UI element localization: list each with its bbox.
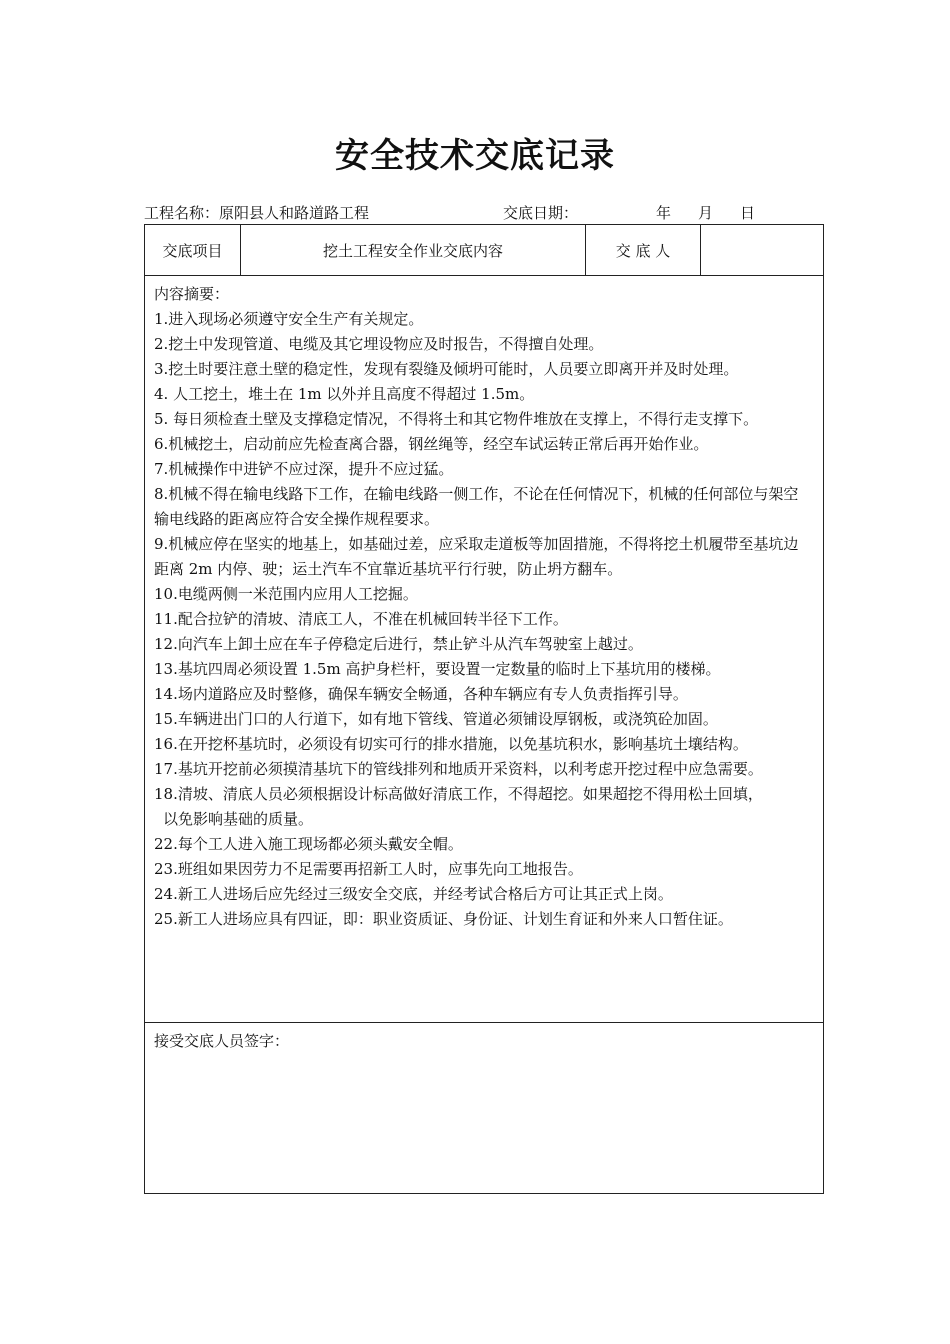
document-title: 安全技术交底记录 — [335, 136, 615, 176]
item-label: 交底项目 — [145, 225, 241, 275]
item-14: 14.场内道路应及时整修，确保车辆安全畅通，各种车辆应有专人负责指挥引导。 — [154, 685, 688, 703]
item-value: 挖土工程安全作业交底内容 — [241, 225, 586, 275]
header-row — [145, 225, 823, 276]
date-month: 月 — [698, 204, 714, 222]
date-year: 年 — [656, 204, 672, 222]
item-18: 18.清坡、清底人员必须根据设计标高做好清底工作，不得超挖。如果超挖不得用松土回填， — [154, 785, 763, 803]
item-24: 24.新工人进场后应先经过三级安全交底，并经考试合格后方可让其正式上岗。 — [154, 885, 673, 903]
item-12: 12.向汽车上卸土应在车子停稳定后进行，禁止铲斗从汽车驾驶室上越过。 — [154, 635, 643, 653]
date-day: 日 — [740, 204, 756, 222]
project-name: 工程名称：原阳县人和路道路工程 — [144, 204, 370, 222]
item-18-cont: 以免影响基础的质量。 — [163, 810, 314, 828]
item-25: 25.新工人进场应具有四证，即：职业资质证、身份证、计划生育证和外来人口暂住证。 — [154, 910, 733, 928]
item-6: 6.机械挖土，启动前应先检查离合器，钢丝绳等，经空车试运转正常后再开始作业。 — [154, 435, 709, 453]
item-3: 3.挖土时要注意土壁的稳定性，发现有裂缝及倾坍可能时，人员要立即离开并及时处理。 — [154, 360, 739, 378]
item-15: 15.车辆进出门口的人行道下，如有地下管线、管道必须铺设厚钢板，或浇筑砼加固。 — [154, 710, 718, 728]
item-17: 17.基坑开挖前必须摸清基坑下的管线排列和地质开采资料，以利考虑开挖过程中应急需要。 — [154, 760, 763, 778]
date-label: 交底日期： — [503, 204, 579, 222]
person-label: 交 底 人 — [586, 225, 701, 275]
signature-section[interactable] — [145, 1025, 823, 1058]
item-8: 8.机械不得在输电线路下工作，在输电线路一侧工作，不论在任何情况下，机械的任何部位与架空输电线路的距离应符合安全操作规程要求。 — [154, 485, 799, 528]
item-13: 13.基坑四周必须设置 1.5m 高护身栏杆，要设置一定数量的临时上下基坑用的楼梯。 — [154, 660, 721, 678]
item-16: 16.在开挖杯基坑时，必须设有切实可行的排水措施，以免基坑积水，影响基坑土壤结构。 — [154, 735, 748, 753]
item-22: 22.每个工人进入施工现场都必须头戴安全帽。 — [154, 835, 463, 853]
item-2: 2.挖土中发现管道、电缆及其它埋设物应及时报告，不得擅自处理。 — [154, 335, 604, 353]
disclosure-table — [144, 224, 824, 1194]
item-4: 4. 人工挖土，堆土在 1m 以外并且高度不得超过 1.5m。 — [154, 385, 535, 403]
item-5: 5. 每日须检查土壁及支撑稳定情况，不得将土和其它物件堆放在支撑上，不得行走支撑下。 — [154, 410, 759, 428]
person-value[interactable] — [701, 225, 823, 275]
item-1: 1.进入现场必须遵守安全生产有关规定。 — [154, 310, 424, 328]
item-23: 23.班组如果因劳力不足需要再招新工人时，应事先向工地报告。 — [154, 860, 583, 878]
item-7: 7.机械操作中进铲不应过深，提升不应过猛。 — [154, 460, 454, 478]
item-9: 9.机械应停在坚实的地基上，如基础过差，应采取走道板等加固措施，不得将挖土机履带至基坑边距离 2m 内停、驶；运土汽车不宜靠近基坑平行行驶，防止坍方翻车。 — [154, 535, 799, 578]
signature-label: 接受交底人员签字： — [154, 1032, 290, 1050]
content-section — [145, 276, 823, 1023]
item-11: 11.配合拉铲的清坡、清底工人，不准在机械回转半径下工作。 — [154, 610, 568, 628]
summary-label: 内容摘要： — [154, 285, 230, 303]
item-10: 10.电缆两侧一米范围内应用人工挖掘。 — [154, 585, 418, 603]
